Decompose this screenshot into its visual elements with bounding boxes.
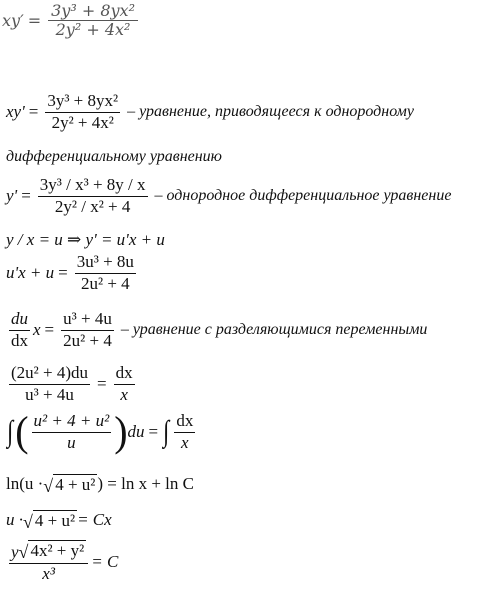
l2-lhs: y'	[6, 186, 18, 206]
l10-fraction	[9, 540, 88, 584]
l5-x: x	[33, 320, 41, 340]
equation-line-3: y / x = u ⇒ y' = u'x + u	[6, 230, 165, 249]
l4-lhs: u'x + u	[6, 263, 55, 283]
l2-eq: =	[21, 186, 31, 206]
integral-sign-right: ∫	[163, 415, 170, 449]
l2-den: 2y² / x² + 4	[54, 196, 131, 216]
l7-rnum: dx	[174, 412, 195, 433]
l10-numerator	[9, 540, 88, 564]
l8-radicand: 4 + u²	[55, 475, 96, 494]
l1-comment: – уравнение, приводящееся к однородному	[127, 103, 414, 121]
integral-sign: ∫	[7, 415, 14, 449]
l10-den: x³	[42, 564, 55, 584]
l4-eq: =	[58, 263, 68, 283]
l8-right: ) = ln x + ln C	[97, 474, 194, 494]
radical-icon: √	[18, 541, 29, 562]
l4-fraction	[75, 253, 136, 293]
equation-line-6	[6, 364, 138, 404]
l10-right: = C	[91, 551, 119, 571]
equation-line-5	[6, 310, 427, 350]
l7-inner-fraction	[32, 412, 112, 452]
l5-num: u³ + 4u	[61, 310, 114, 331]
l7-inner-num: u² + 4 + u²	[32, 412, 112, 433]
l6-rden: x	[120, 384, 128, 404]
equation-line-4	[6, 253, 139, 293]
equation-line-7	[6, 408, 198, 456]
equation-line-1	[6, 92, 414, 132]
header-num: 3y³ + 8yx²	[48, 2, 138, 21]
header-fraction	[48, 2, 138, 38]
l10-num-y: y	[11, 542, 19, 562]
l5-eq: =	[44, 320, 55, 340]
radical-icon: √	[23, 511, 33, 532]
l1-eq: =	[28, 102, 39, 122]
l7-eq: =	[148, 422, 159, 442]
l5-dden: dx	[11, 330, 28, 350]
l5-den: 2u² + 4	[63, 330, 112, 350]
equation-line-9	[6, 510, 112, 531]
header-equation	[2, 2, 141, 38]
radical-icon: √	[43, 475, 54, 496]
l2-fraction	[38, 176, 148, 216]
l6-den: u³ + 4u	[25, 384, 74, 404]
header-eq-sign: =	[27, 10, 42, 30]
l4-num: 3u³ + 8u	[75, 253, 136, 274]
l2-num: 3y³ / x³ + 8y / x	[38, 176, 148, 197]
l6-num: (2u² + 4)du	[9, 364, 90, 385]
l9-right: = Cx	[77, 510, 112, 530]
right-paren: )	[114, 408, 128, 456]
l5-dnum: du	[9, 310, 30, 331]
l9-radicand: 4 + u²	[34, 511, 76, 530]
equation-line-2	[6, 176, 451, 216]
l1-den: 2y² + 4x²	[51, 112, 114, 132]
l9-left: u ·	[6, 510, 23, 530]
l6-rnum: dx	[114, 364, 135, 385]
l8-left: ln(u ·	[6, 474, 44, 494]
l5-fraction	[61, 310, 114, 350]
l10-sqrt	[19, 540, 87, 561]
l1-comment-continued: дифференциальному уравнению	[6, 148, 222, 165]
l6-eq: =	[97, 374, 107, 394]
equation-line-8	[6, 474, 194, 495]
l7-fraction-right	[174, 412, 195, 452]
l1-fraction	[45, 92, 120, 132]
l6-fraction-left	[9, 364, 90, 404]
header-lhs: xy′	[2, 10, 24, 30]
l2-comment: – однородное дифференциальное уравнение	[154, 187, 452, 205]
l7-inner-den: u	[67, 432, 76, 452]
l9-sqrt	[23, 510, 77, 531]
l7-rden: x	[181, 432, 189, 452]
l4-den: 2u² + 4	[81, 273, 130, 293]
l7-du: du	[127, 422, 145, 442]
left-paren: (	[15, 408, 29, 456]
equation-line-10	[6, 540, 118, 584]
l5-deriv	[9, 310, 30, 350]
l6-fraction-right	[114, 364, 135, 404]
l1-num: 3y³ + 8yx²	[45, 92, 120, 113]
l10-radicand: 4x² + y²	[30, 541, 85, 560]
l5-comment: – уравнение с разделяющимися переменными	[120, 321, 428, 339]
l1-lhs: xy'	[6, 102, 25, 122]
l8-sqrt	[43, 474, 97, 495]
header-den: 2y² + 4x²	[55, 19, 131, 39]
